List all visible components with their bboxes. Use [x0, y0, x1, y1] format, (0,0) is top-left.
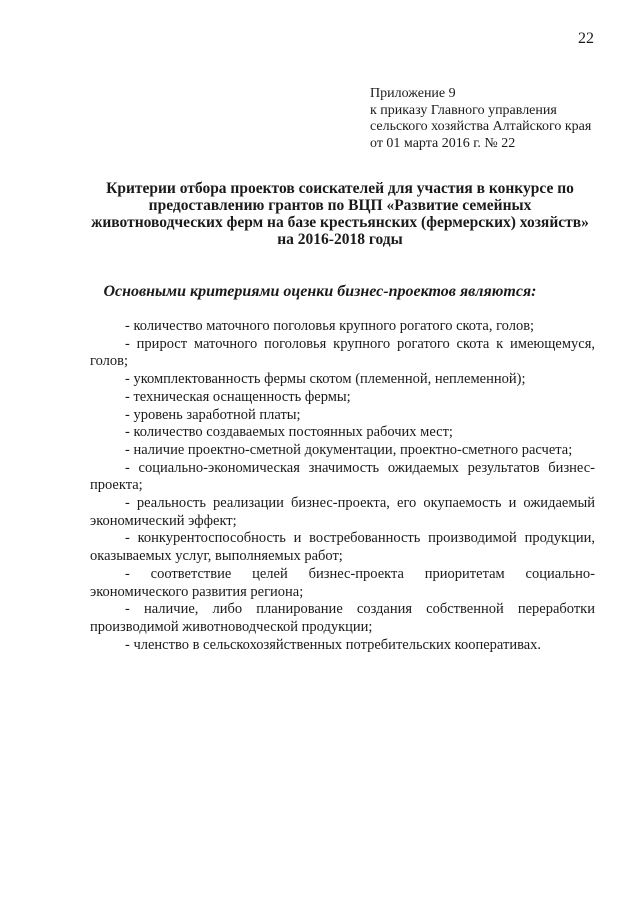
criterion-item: - количество создаваемых постоянных рабочих мест;	[125, 424, 453, 441]
appendix-line: от 01 марта 2016 г. № 22	[370, 135, 516, 151]
appendix-line: Приложение 9	[370, 86, 456, 101]
page-number: 22	[578, 30, 594, 47]
appendix-note	[370, 86, 610, 152]
appendix-line: к приказу Главного управления	[370, 102, 557, 118]
appendix-line: сельского хозяйства Алтайского края	[370, 119, 592, 134]
title-line: Критерии отбора проектов соискателей для участия в конкурсе по	[106, 180, 574, 197]
criterion-item: - техническая оснащенность фермы;	[125, 388, 351, 405]
criterion-item: - членство в сельскохозяйственных потребительских кооперативах.	[125, 636, 542, 653]
criterion-item: - социально-экономическая значимость ожидаемых результатов бизнес-проекта;	[90, 459, 595, 494]
criterion-item: - укомплектованность фермы скотом (племенной, неплеменной);	[125, 371, 526, 388]
criterion-item: - уровень заработной платы;	[125, 406, 301, 423]
criterion-item: - наличие проектно-сметной документации, проектно-сметного расчета;	[125, 441, 573, 458]
document-title	[60, 180, 620, 248]
criterion-item: - реальность реализации бизнес-проекта, его окупаемость и ожидаемый экономический эффект;	[90, 495, 595, 529]
criterion-item: - количество маточного поголовья крупного рогатого скота, голов;	[125, 318, 535, 334]
criterion-item: - соответствие целей бизнес-проекта приоритетам социально-экономического развития региона;	[90, 565, 595, 600]
criteria-list	[90, 318, 595, 654]
title-line: животноводческих ферм на базе крестьянских (фермерских) хозяйств»	[91, 214, 589, 231]
criterion-item: - прирост маточного поголовья крупного рогатого скота к имеющемуся, голов;	[90, 335, 595, 370]
criterion-item: - наличие, либо планирование создания собственной переработки производимой животноводческой продукции;	[90, 601, 595, 635]
criteria-subheading: Основными критериями оценки бизнес-проектов являются:	[103, 283, 537, 300]
title-line: на 2016-2018 годы	[277, 231, 403, 248]
title-line: предоставлению грантов по ВЦП «Развитие семейных	[148, 197, 532, 214]
criterion-item: - конкурентоспособность и востребованность производимой продукции, оказываемых услуг, выполняемых работ;	[90, 530, 595, 565]
